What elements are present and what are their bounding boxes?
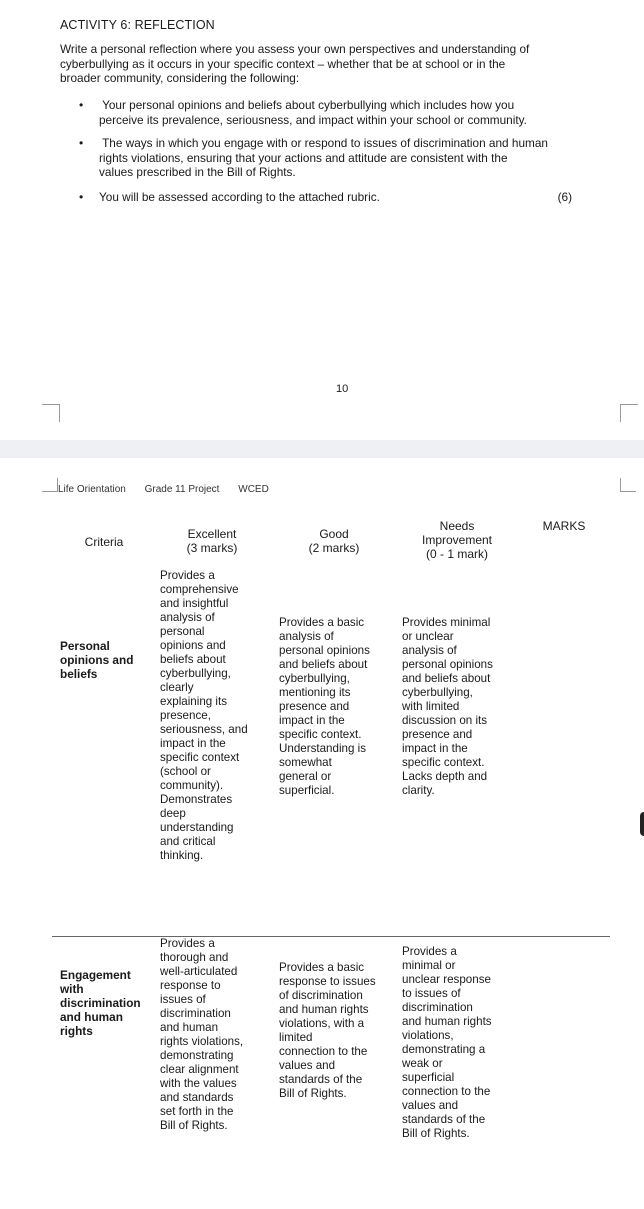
cell-engagement-excellent bbox=[160, 937, 272, 1133]
cell-line: and beliefs about bbox=[402, 672, 491, 685]
page-number: 10 bbox=[336, 383, 349, 395]
column-header-marks: MARKS bbox=[542, 519, 586, 533]
header-line: Needs bbox=[439, 519, 475, 533]
cell-line: with the values bbox=[160, 1077, 237, 1090]
crop-mark-icon bbox=[620, 404, 638, 422]
scroll-handle[interactable] bbox=[640, 812, 644, 836]
cell-line: clarity. bbox=[402, 784, 435, 797]
crop-mark-icon bbox=[42, 478, 58, 492]
cell-line: and standards bbox=[160, 1091, 234, 1104]
cell-line: to issues of bbox=[402, 987, 461, 1000]
cell-line: cyberbullying, bbox=[160, 667, 231, 680]
intro-paragraph bbox=[60, 42, 620, 86]
header-dept: WCED bbox=[238, 484, 269, 495]
bullet-line: rights violations, ensuring that your actions and attitude are consistent with the bbox=[99, 150, 508, 165]
cell-line: cyberbullying, bbox=[279, 672, 350, 685]
cell-line: and critical bbox=[160, 835, 216, 848]
bullet-list bbox=[60, 98, 620, 212]
header-line: Improvement bbox=[421, 533, 493, 547]
cell-line: Provides a bbox=[160, 569, 215, 582]
cell-personal-needs-improvement bbox=[402, 616, 520, 798]
cell-line: superficial. bbox=[279, 784, 335, 797]
cell-line: impact in the bbox=[402, 742, 468, 755]
cell-line: seriousness, and bbox=[160, 723, 248, 736]
cell-line: values and bbox=[279, 1059, 336, 1072]
cell-line: specific context. bbox=[279, 728, 362, 741]
cell-line: values and bbox=[402, 1099, 459, 1112]
cell-line: discrimination bbox=[402, 1001, 473, 1014]
cell-line: analysis of bbox=[160, 611, 215, 624]
intro-line: cyberbullying as it occurs in your specific context – whether that be at school or in the bbox=[60, 56, 506, 71]
cell-line: Provides a bbox=[402, 945, 457, 958]
bullet-line: You will be assessed according to the attached rubric. bbox=[99, 189, 380, 204]
criteria-personal-opinions bbox=[60, 639, 150, 681]
cell-line: rights violations, bbox=[160, 1035, 244, 1048]
bullet-item bbox=[60, 98, 620, 127]
cell-line: Lacks depth and bbox=[402, 770, 488, 783]
cell-line: and human rights bbox=[279, 1003, 369, 1016]
header-line: Good bbox=[319, 527, 349, 541]
header-grade: Grade 11 Project bbox=[144, 484, 220, 495]
cell-line: clearly bbox=[160, 681, 194, 694]
cell-line: well-articulated bbox=[160, 965, 238, 978]
cell-line: Bill of Rights. bbox=[279, 1087, 347, 1100]
header-line: Excellent bbox=[187, 527, 237, 541]
cell-line: mentioning its bbox=[279, 686, 351, 699]
cell-line: comprehensive bbox=[160, 583, 239, 596]
cell-line: presence and bbox=[402, 728, 473, 741]
intro-line: Write a personal reflection where you assess your own perspectives and understanding of bbox=[60, 42, 530, 56]
criteria-line: rights bbox=[60, 1024, 93, 1038]
bullet-line: values prescribed in the Bill of Rights. bbox=[99, 165, 296, 179]
bullet-item bbox=[60, 190, 620, 205]
cell-line: demonstrating bbox=[160, 1049, 234, 1062]
cell-line: or unclear bbox=[402, 630, 454, 643]
activity-title: ACTIVITY 6: REFLECTION bbox=[60, 18, 215, 32]
criteria-line: and human bbox=[60, 1010, 123, 1024]
intro-line: broader community, considering the following: bbox=[60, 71, 300, 85]
cell-line: and human bbox=[160, 1021, 219, 1034]
marks-value: (6) bbox=[557, 189, 572, 204]
cell-line: Demonstrates bbox=[160, 793, 233, 806]
cell-line: minimal or bbox=[402, 959, 456, 972]
cell-line: somewhat bbox=[279, 756, 332, 769]
cell-line: discrimination bbox=[160, 1007, 231, 1020]
cell-line: analysis of bbox=[279, 630, 334, 643]
page-gap bbox=[0, 440, 644, 458]
document-page-2 bbox=[0, 458, 644, 1209]
criteria-line: Engagement bbox=[60, 968, 131, 982]
cell-line: Provides a bbox=[160, 937, 215, 950]
criteria-line: Personal bbox=[60, 639, 110, 653]
cell-line: specific context bbox=[160, 751, 240, 764]
cell-line: Bill of Rights. bbox=[160, 1119, 228, 1132]
column-header-excellent bbox=[164, 527, 260, 555]
bullet-line: perceive its prevalence, seriousness, and impact within your school or community. bbox=[99, 112, 527, 127]
cell-personal-good bbox=[279, 616, 397, 798]
column-header-needs-improvement bbox=[404, 519, 510, 561]
bullet-dot-icon: • bbox=[79, 98, 84, 112]
crop-mark-icon bbox=[42, 404, 60, 422]
cell-line: understanding bbox=[160, 821, 234, 834]
bullet-line: The ways in which you engage with or respond to issues of discrimination and human bbox=[99, 136, 548, 150]
cell-engagement-needs-improvement bbox=[402, 945, 520, 1141]
page-header bbox=[58, 484, 285, 495]
cell-line: Provides a basic bbox=[279, 616, 365, 629]
column-header-criteria: Criteria bbox=[84, 535, 124, 549]
cell-line: demonstrating a bbox=[402, 1043, 486, 1056]
cell-line: Provides minimal bbox=[402, 616, 491, 629]
cell-line: deep bbox=[160, 807, 186, 820]
cell-line: thinking. bbox=[160, 849, 204, 862]
criteria-line: beliefs bbox=[60, 667, 98, 681]
cell-line: general or bbox=[279, 770, 332, 783]
cell-line: impact in the bbox=[160, 737, 226, 750]
criteria-line: with bbox=[60, 982, 84, 996]
header-line: (3 marks) bbox=[186, 541, 238, 555]
cell-line: (school or bbox=[160, 765, 211, 778]
cell-line: set forth in the bbox=[160, 1105, 234, 1118]
cell-line: discussion on its bbox=[402, 714, 488, 727]
cell-line: thorough and bbox=[160, 951, 229, 964]
cell-line: with limited bbox=[402, 700, 460, 713]
cell-line: clear alignment bbox=[160, 1063, 239, 1076]
cell-line: connection to the bbox=[402, 1085, 491, 1098]
cell-line: beliefs about bbox=[160, 653, 226, 666]
cell-line: and human rights bbox=[402, 1015, 492, 1028]
bullet-dot-icon: • bbox=[79, 136, 84, 150]
cell-line: and insightful bbox=[160, 597, 229, 610]
cell-line: limited bbox=[279, 1031, 313, 1044]
cell-line: superficial bbox=[402, 1071, 455, 1084]
cell-line: specific context. bbox=[402, 756, 485, 769]
header-line: (2 marks) bbox=[308, 541, 360, 555]
criteria-line: opinions and bbox=[60, 653, 134, 667]
cell-line: Understanding is bbox=[279, 742, 367, 755]
header-line: (0 - 1 mark) bbox=[425, 547, 488, 561]
cell-line: violations, with a bbox=[279, 1017, 365, 1030]
cell-line: response to bbox=[160, 979, 221, 992]
cell-line: standards of the bbox=[279, 1073, 363, 1086]
cell-line: presence and bbox=[279, 700, 350, 713]
cell-line: connection to the bbox=[279, 1045, 368, 1058]
document-page-1 bbox=[0, 0, 644, 440]
cell-line: personal bbox=[160, 625, 205, 638]
cell-line: cyberbullying, bbox=[402, 686, 473, 699]
cell-line: personal opinions bbox=[279, 644, 370, 657]
cell-personal-excellent bbox=[160, 569, 272, 863]
cell-line: Bill of Rights. bbox=[402, 1127, 470, 1140]
header-subject: Life Orientation bbox=[58, 484, 126, 495]
bullet-item bbox=[60, 136, 620, 180]
cell-line: unclear response bbox=[402, 973, 491, 986]
cell-line: analysis of bbox=[402, 644, 457, 657]
cell-line: standards of the bbox=[402, 1113, 486, 1126]
cell-line: issues of bbox=[160, 993, 206, 1006]
cell-line: presence, bbox=[160, 709, 211, 722]
cell-line: and beliefs about bbox=[279, 658, 368, 671]
cell-line: Provides a basic bbox=[279, 961, 365, 974]
cell-line: community). bbox=[160, 779, 224, 792]
cell-line: personal opinions bbox=[402, 658, 493, 671]
cell-engagement-good bbox=[279, 961, 399, 1101]
cell-line: opinions and bbox=[160, 639, 226, 652]
row-divider bbox=[52, 936, 610, 937]
bullet-line: Your personal opinions and beliefs about cyberbullying which includes how you bbox=[99, 98, 515, 112]
cell-line: response to issues bbox=[279, 975, 376, 988]
criteria-line: discrimination bbox=[60, 996, 141, 1010]
criteria-engagement-discrimination bbox=[60, 968, 156, 1038]
bullet-dot-icon: • bbox=[79, 189, 84, 204]
cell-line: violations, bbox=[402, 1029, 454, 1042]
cell-line: weak or bbox=[402, 1057, 443, 1070]
cell-line: of discrimination bbox=[279, 989, 363, 1002]
cell-line: explaining its bbox=[160, 695, 228, 708]
column-header-good bbox=[284, 527, 384, 555]
crop-mark-icon bbox=[620, 478, 636, 492]
cell-line: impact in the bbox=[279, 714, 345, 727]
